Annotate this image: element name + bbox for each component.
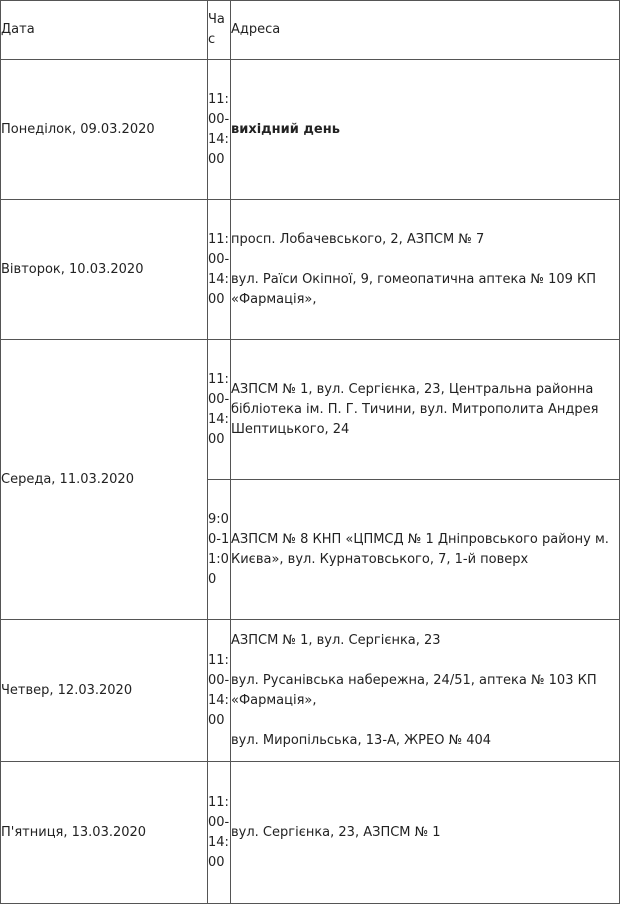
date-cell: П'ятниця, 13.03.2020 [1,762,208,904]
address-line: вул. Русанівська набережна, 24/51, аптека № 103 КП «Фармація», [231,672,597,708]
address-cell [231,60,620,200]
address-line: вул. Сергієнка, 23, АЗПСМ № 1 [231,824,441,840]
address-cell [231,620,620,762]
header-address: Адреса [231,1,620,60]
table-header-row [1,1,620,60]
header-date: Дата [1,1,208,60]
time-cell: 11:00-14:00 [208,620,231,762]
address-line: АЗПСМ № 1, вул. Сергієнка, 23 [231,632,441,648]
address-line: просп. Лобачевського, 2, АЗПСМ № 7 [231,231,485,247]
date-cell: Вівторок, 10.03.2020 [1,200,208,340]
address-cell [231,762,620,904]
header-time: Час [208,1,231,60]
address-line: вул. Миропільська, 13-А, ЖРЕО № 404 [231,732,492,748]
table-row [1,762,620,904]
time-cell: 11:00-14:00 [208,762,231,904]
date-cell: Середа, 11.03.2020 [1,340,208,620]
date-cell: Понеділок, 09.03.2020 [1,60,208,200]
time-cell: 11:00-14:00 [208,340,231,480]
day-off-label: вихідний день [231,121,340,137]
table-row [1,620,620,762]
time-cell: 9:00-11:00 [208,480,231,620]
address-line: АЗПСМ № 8 КНП «ЦПМСД № 1 Дніпровського району м. Києва», вул. Курнатовського, 7, 1-й поверх [231,531,609,567]
table-row [1,60,620,200]
address-cell [231,200,620,340]
address-cell [231,480,620,620]
address-line: вул. Раїси Окіпної, 9, гомеопатична аптека № 109 КП «Фармація», [231,271,597,307]
address-line: АЗПСМ № 1, вул. Сергієнка, 23, Центральна районна бібліотека ім. П. Г. Тичини, вул. Митрополита Андрея Шептицького, 24 [231,381,599,437]
table-row [1,200,620,340]
table-row [1,340,620,480]
time-cell: 11:00-14:00 [208,60,231,200]
address-cell [231,340,620,480]
date-cell: Четвер, 12.03.2020 [1,620,208,762]
time-cell: 11:00-14:00 [208,200,231,340]
